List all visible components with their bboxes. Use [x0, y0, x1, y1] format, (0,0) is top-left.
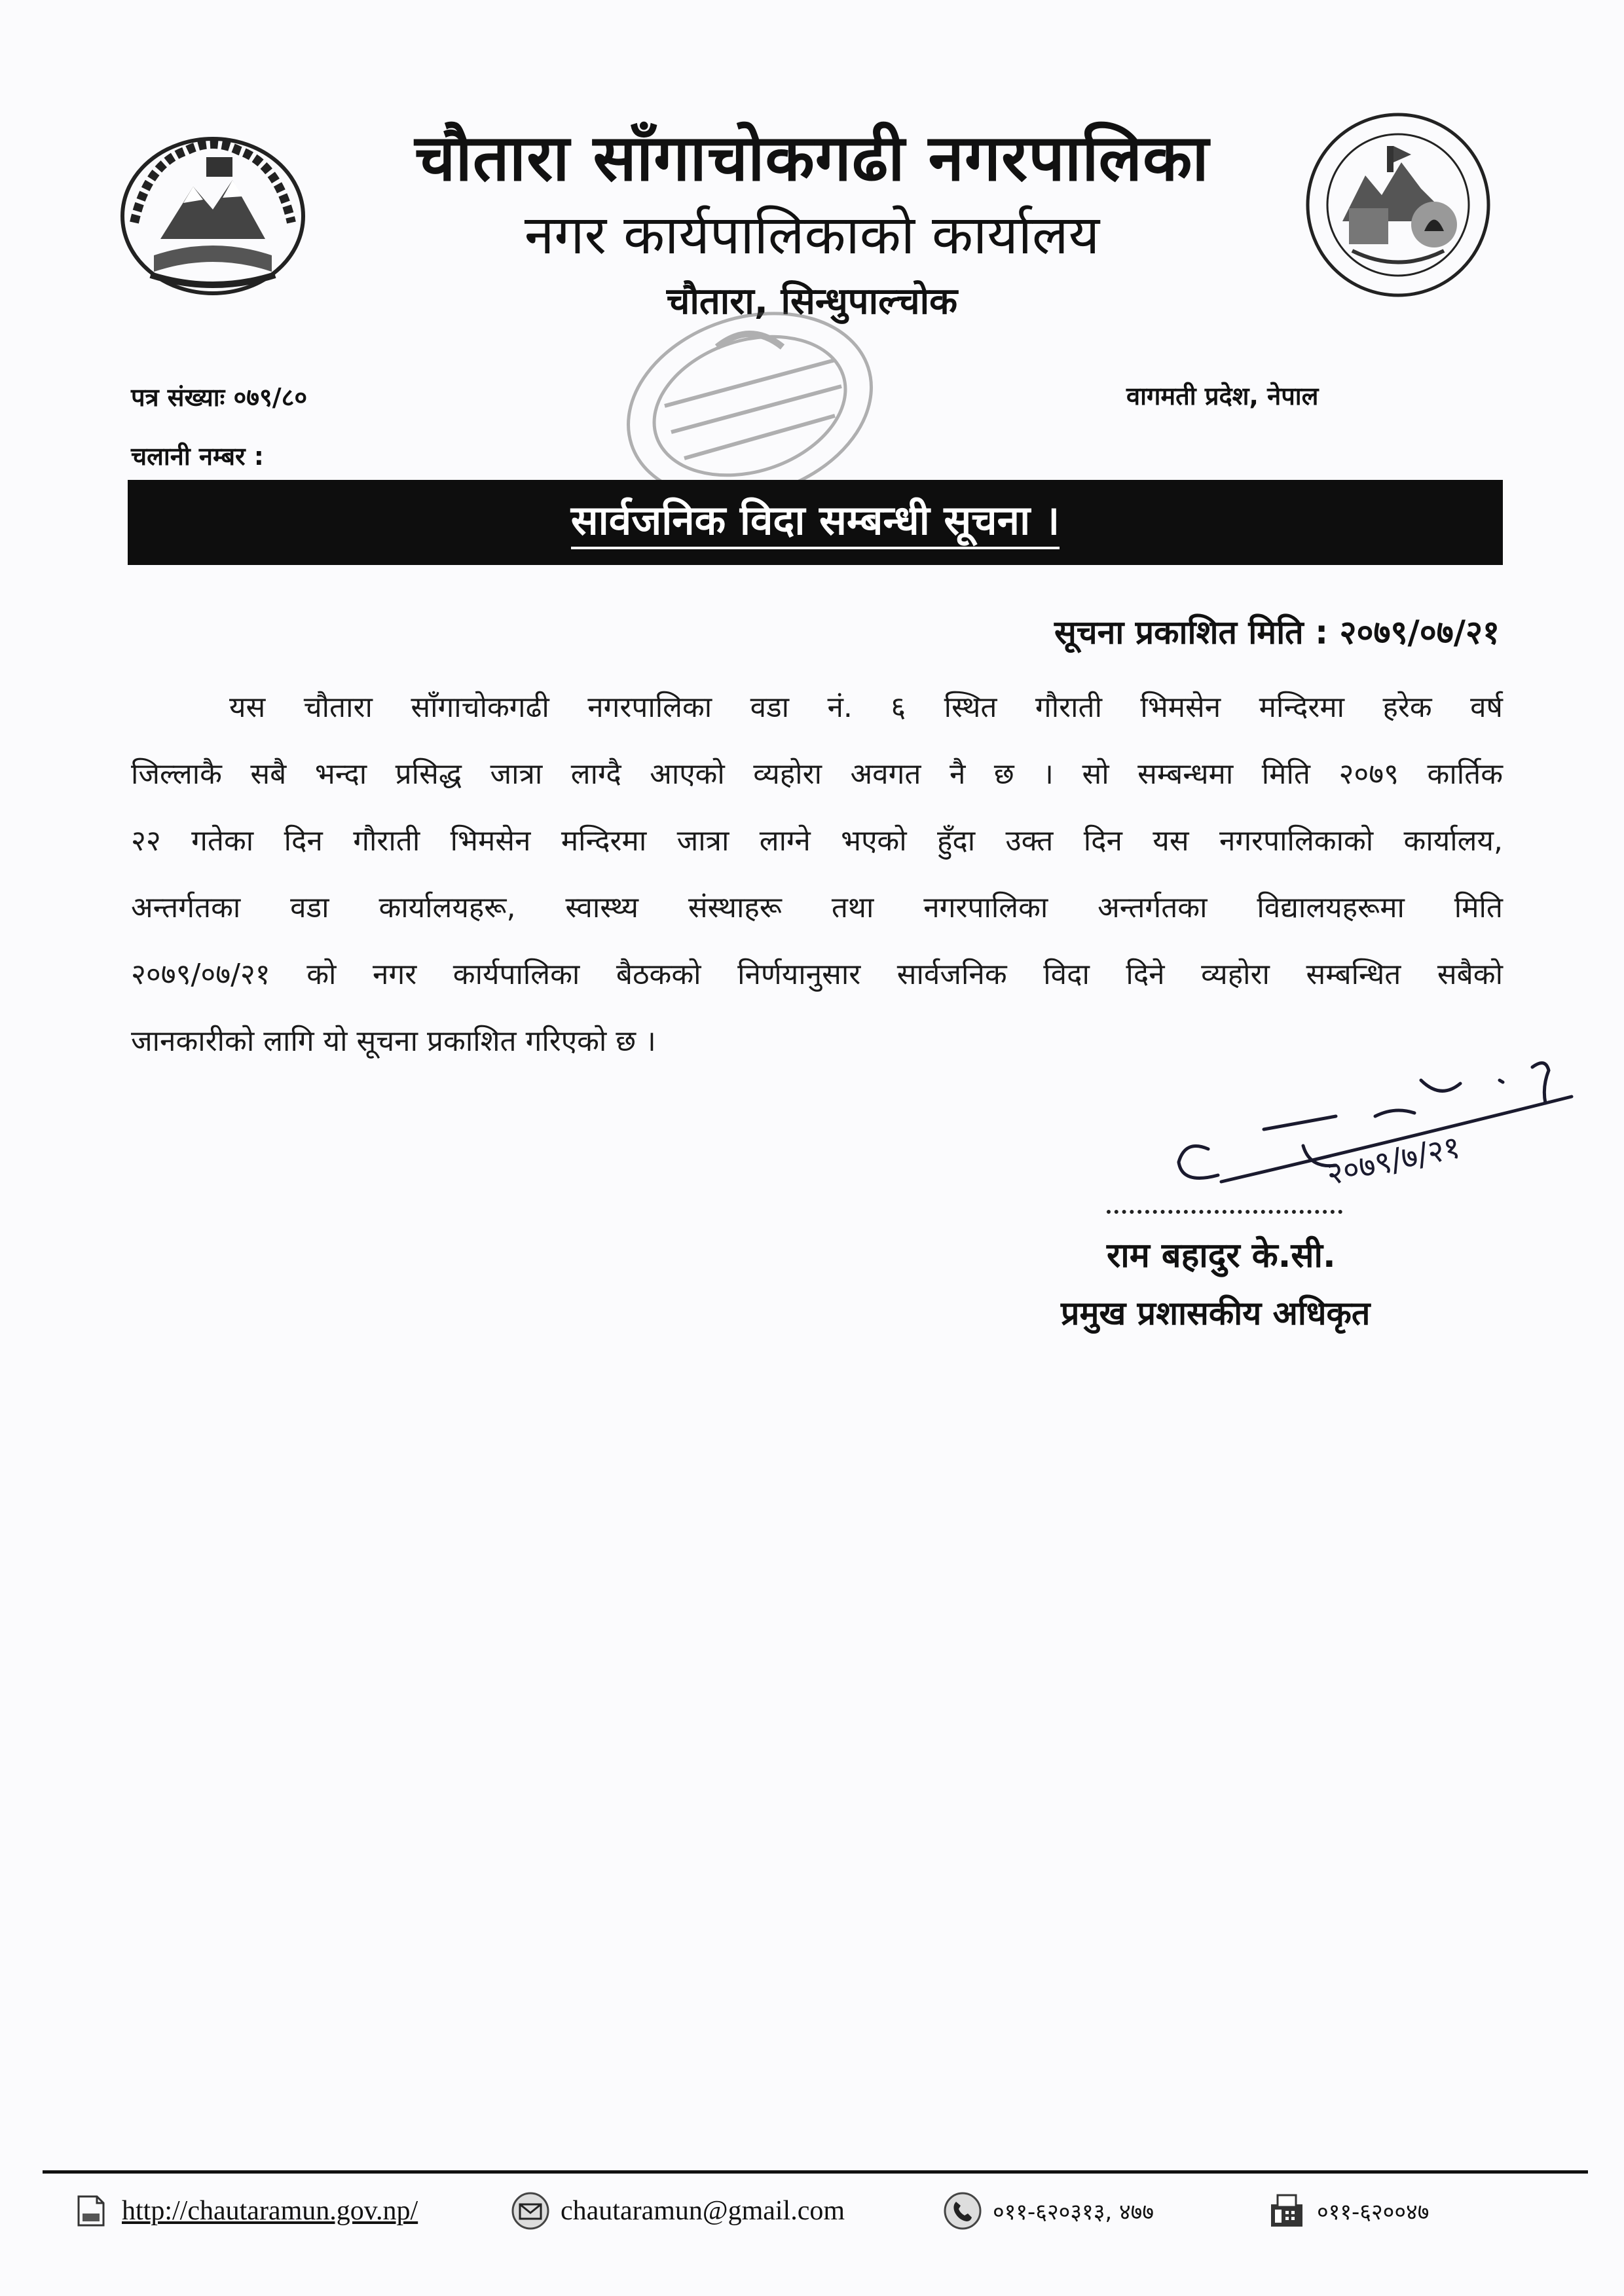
footer-divider [43, 2170, 1588, 2174]
signature-line [1107, 1197, 1342, 1214]
website-link[interactable]: http://chautaramun.gov.np/ [122, 2196, 418, 2226]
published-date: सूचना प्रकाशित मिति : २०७९/०७/२१ [1054, 613, 1500, 651]
municipality-name: चौतारा साँगाचोकगढी नगरपालिका [415, 121, 1209, 196]
office-stamp [612, 308, 887, 504]
web-icon [72, 2191, 111, 2231]
office-name: नगर कार्यपालिकाको कार्यालय [524, 204, 1100, 266]
notice-banner [128, 480, 1503, 565]
signatory-name: राम बहादुर के.सी. [1107, 1236, 1336, 1275]
dispatch-number: चलानी नम्बर : [131, 442, 265, 471]
footer-fax [1267, 2188, 1429, 2234]
fax-icon [1267, 2191, 1306, 2231]
province: वागमती प्रदेश, नेपाल [1126, 382, 1319, 410]
letter-number: पत्र संख्याः ०७९/८० [131, 383, 308, 412]
notice-title [128, 492, 1503, 547]
body-line: यस चौतारा साँगाचोकगढी नगरपालिका वडा नं. ६ स्थित गौराती भिमसेन मन्दिरमा हरेक वर्ष [229, 691, 1503, 724]
notice-title-text: सार्वजनिक विदा सम्बन्धी सूचना । [571, 496, 1060, 549]
footer-website[interactable] [72, 2188, 418, 2234]
body-line: जिल्लाकै सबै भन्दा प्रसिद्ध जात्रा लाग्दै आएको व्यहोरा अवगत नै छ । सो सम्बन्धमा मिति २०७९ कार्तिक [131, 757, 1503, 791]
body-line: अन्तर्गतका वडा कार्यालयहरू, स्वास्थ्य संस्थाहरू तथा नगरपालिका अन्तर्गतका विद्यालयहरूमा मिति [131, 891, 1503, 924]
phone-icon [943, 2191, 982, 2231]
phone-numbers: ०११-६२०३१३, ४७७ [993, 2199, 1154, 2225]
footer-email[interactable] [511, 2188, 845, 2234]
mail-icon [511, 2191, 550, 2231]
signatory-title: प्रमुख प्रशासकीय अधिकृत [1061, 1294, 1371, 1332]
location: चौतारा, सिन्धुपाल्चोक [666, 280, 958, 323]
signature-date: २०७९/७/२१ [1323, 1128, 1464, 1193]
email-address[interactable]: chautaramun@gmail.com [561, 2196, 845, 2226]
body-line: २०७९/०७/२१ को नगर कार्यपालिका बैठकको निर्णयानुसार सार्वजनिक विदा दिने व्यहोरा सम्बन्धित सबैको [131, 958, 1503, 991]
fax-number: ०११-६२००४७ [1317, 2199, 1430, 2225]
municipality-logo [1303, 110, 1493, 300]
body-line: २२ गतेका दिन गौराती भिमसेन मन्दिरमा जात्रा लाग्ने भएको हुँदा उक्त दिन यस नगरपालिकाको कार्यालय, [131, 824, 1503, 858]
footer-phone [943, 2188, 1154, 2234]
notice-body [131, 674, 1503, 1075]
body-line: जानकारीको लागि यो सूचना प्रकाशित गरिएको छ । [131, 1025, 656, 1058]
